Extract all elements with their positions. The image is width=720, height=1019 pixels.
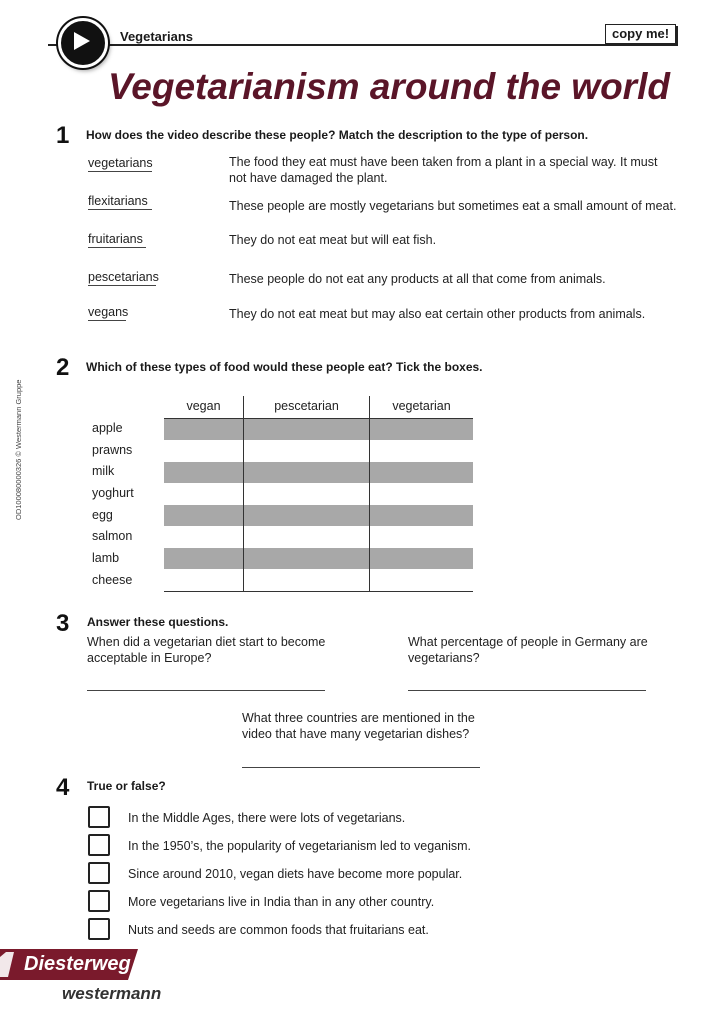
statement-5: Nuts and seeds are common foods that fruitarians eat.: [128, 923, 429, 937]
question-3b: What percentage of people in Germany are vegetarians?: [408, 635, 648, 665]
answer-line-3c[interactable]: [242, 767, 480, 768]
tick-column-vegan[interactable]: [164, 419, 243, 591]
term-flexitarians: flexitarians: [88, 194, 152, 210]
copy-me-badge: copy me!: [605, 24, 676, 44]
description-2: These people are mostly vegetarians but sometimes eat a small amount of meat.: [229, 199, 677, 213]
page-title: Vegetarianism around the world: [108, 66, 670, 107]
statement-1: In the Middle Ages, there were lots of vegetarians.: [128, 811, 406, 825]
section-2-question: Which of these types of food would these people eat? Tick the boxes.: [86, 360, 483, 374]
food-yoghurt: yoghurt: [92, 486, 134, 500]
description-4: These people do not eat any products at all that come from animals.: [229, 272, 606, 286]
question-3a: When did a vegetarian diet start to become acceptable in Europe?: [87, 635, 326, 665]
description-1: The food they eat must have been taken from a plant in a special way. It must not have damaged the plant.: [229, 155, 658, 185]
question-3c: What three countries are mentioned in the video that have many vegetarian dishes?: [242, 711, 475, 741]
play-video-button[interactable]: [58, 18, 108, 68]
true-false-checkbox[interactable]: [88, 890, 110, 912]
tick-column-vegetarian[interactable]: [370, 419, 473, 591]
food-prawns: prawns: [92, 443, 133, 457]
term-vegetarians: vegetarians: [88, 156, 153, 170]
true-false-checkbox[interactable]: [88, 862, 110, 884]
side-reference-text: OD100080000326 © Westermann Gruppe: [14, 379, 23, 520]
logo-text: Diesterweg: [24, 953, 131, 975]
answer-line-3b[interactable]: [408, 690, 646, 691]
section-2-number: 2: [56, 354, 70, 381]
column-vegan: vegan: [186, 399, 221, 413]
section-4-heading: True or false?: [87, 779, 166, 793]
food-tick-table: [92, 396, 476, 596]
food-salmon: salmon: [92, 529, 133, 543]
true-false-checkbox[interactable]: [88, 918, 110, 940]
statement-2: In the 1950’s, the popularity of vegetarianism led to veganism.: [128, 839, 472, 853]
description-3: They do not eat meat but will eat fish.: [229, 233, 437, 247]
term-fruitarians: fruitarians: [88, 232, 146, 248]
column-vegetarian: vegetarian: [392, 399, 451, 413]
play-icon: [74, 32, 90, 50]
statement-3: Since around 2010, vegan diets have become more popular.: [128, 867, 463, 881]
section-3-number: 3: [56, 610, 70, 637]
section-1-question: How does the video describe these people? Match the description to the type of person.: [86, 128, 589, 142]
section-1-number: 1: [56, 122, 70, 149]
header-rule: [48, 44, 670, 46]
term-vegans: vegans: [88, 305, 129, 319]
series-title: Vegetarians: [120, 29, 193, 44]
food-cheese: cheese: [92, 573, 133, 587]
logo-subtext: westermann: [62, 984, 162, 1003]
grid-line: [164, 591, 473, 592]
food-egg: egg: [92, 508, 113, 522]
column-pescetarian: pescetarian: [274, 399, 339, 413]
food-apple: apple: [92, 421, 123, 435]
food-lamb: lamb: [92, 551, 120, 565]
answer-line-3a[interactable]: [87, 690, 325, 691]
description-5: They do not eat meat but may also eat certain other products from animals.: [229, 307, 646, 321]
term-pescetarians: pescetarians: [88, 270, 159, 284]
true-false-checkbox[interactable]: [88, 834, 110, 856]
section-4-number: 4: [56, 774, 70, 801]
food-milk: milk: [92, 464, 115, 478]
tick-column-pescetarian[interactable]: [244, 419, 369, 591]
statement-4: More vegetarians live in India than in any other country.: [128, 895, 435, 909]
section-3-heading: Answer these questions.: [87, 615, 229, 629]
true-false-checkbox[interactable]: [88, 806, 110, 828]
